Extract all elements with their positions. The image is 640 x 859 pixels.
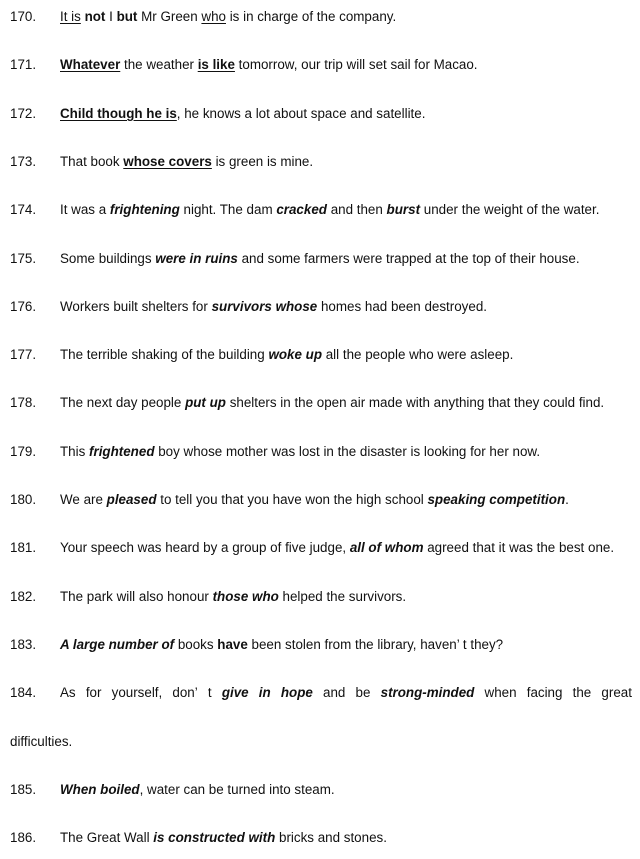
sentence-segment: . <box>565 492 569 507</box>
sentence-segment: shelters in the open air made with anything that they could find. <box>225 395 605 410</box>
item-number: 173. <box>10 154 37 169</box>
sentence-text <box>60 780 335 800</box>
highlighted-phrase: When boiled <box>60 782 140 797</box>
sentence-segment: Mr Green <box>137 9 202 24</box>
sentence-segment: Workers built shelters for <box>60 299 212 314</box>
sentence-segment: It was a <box>60 202 110 217</box>
highlighted-phrase: pleased <box>106 492 157 507</box>
document-line <box>0 249 640 269</box>
document-line <box>0 393 640 413</box>
sentence-segment: is in charge of the company. <box>225 9 397 24</box>
sentence-segment: The Great Wall <box>60 830 154 845</box>
highlighted-phrase: Child though he is <box>60 106 177 121</box>
sentence-text <box>60 587 406 607</box>
highlighted-phrase: cracked <box>276 202 327 217</box>
sentence-word: in <box>258 685 271 700</box>
sentence-segment: , he knows a lot about space and satellite. <box>176 106 426 121</box>
highlighted-phrase: speaking competition <box>427 492 566 507</box>
highlighted-phrase: but <box>116 9 138 24</box>
line-continuation: difficulties. <box>10 734 73 749</box>
highlighted-phrase: is constructed with <box>153 830 276 845</box>
sentence-segment: The terrible shaking of the building <box>60 347 269 362</box>
sentence-word: t <box>207 685 212 700</box>
item-number: 184. <box>10 685 37 700</box>
sentence-segment: the weather <box>120 57 198 72</box>
sentence-word: when <box>484 685 517 700</box>
highlighted-phrase: were in ruins <box>155 251 238 266</box>
item-number: 177. <box>10 347 37 362</box>
highlighted-phrase: is like <box>197 57 235 72</box>
sentence-word: yourself, <box>111 685 163 700</box>
sentence-segment: This <box>60 444 90 459</box>
sentence-segment: Your speech was heard by a group of five judge, <box>60 540 350 555</box>
sentence-word: and <box>323 685 346 700</box>
document-line <box>0 7 640 27</box>
document-line <box>0 538 640 558</box>
sentence-text <box>60 393 604 413</box>
highlighted-phrase: all of whom <box>349 540 424 555</box>
item-number: 183. <box>10 637 37 652</box>
item-number: 186. <box>10 830 37 845</box>
sentence-word: don’ <box>172 685 198 700</box>
highlighted-phrase: have <box>217 637 248 652</box>
highlighted-phrase: burst <box>386 202 421 217</box>
sentence-segment: been stolen from the library, haven’ t they? <box>247 637 504 652</box>
document-line <box>0 55 640 75</box>
sentence-segment: helped the survivors. <box>278 589 407 604</box>
sentence-word: great <box>601 685 632 700</box>
highlighted-phrase: A large number of <box>60 637 175 652</box>
document-line <box>0 780 640 800</box>
highlighted-phrase: frightened <box>89 444 155 459</box>
sentence-segment: , water can be turned into steam. <box>139 782 335 797</box>
sentence-text <box>60 200 599 220</box>
document-line <box>0 587 640 607</box>
document-line <box>0 442 640 462</box>
item-number: 174. <box>10 202 37 217</box>
sentence-word: facing <box>526 685 563 700</box>
sentence-segment: all the people who were asleep. <box>322 347 514 362</box>
document-line <box>0 297 640 317</box>
item-number: 185. <box>10 782 37 797</box>
highlighted-phrase: not <box>84 9 106 24</box>
sentence-text <box>60 538 614 558</box>
sentence-segment: and some farmers were trapped at the top of their house. <box>237 251 580 266</box>
sentence-text <box>60 683 632 703</box>
sentence-text <box>60 297 487 317</box>
sentence-segment: under the weight of the water. <box>420 202 600 217</box>
sentence-word: hope <box>280 685 313 700</box>
sentence-word: the <box>572 685 592 700</box>
sentence-segment: and then <box>326 202 387 217</box>
highlighted-phrase: whose covers <box>123 154 212 169</box>
sentence-segment: I <box>105 9 117 24</box>
sentence-segment: Some buildings <box>60 251 156 266</box>
document-line <box>0 828 640 848</box>
sentence-text <box>60 828 387 848</box>
sentence-segment: books <box>174 637 218 652</box>
sentence-word: strong-minded <box>380 685 475 700</box>
highlighted-phrase: frightening <box>109 202 180 217</box>
document-line <box>0 152 640 172</box>
item-number: 172. <box>10 106 37 121</box>
sentence-segment: That book <box>60 154 124 169</box>
item-number: 179. <box>10 444 37 459</box>
document-line <box>0 635 640 655</box>
item-number: 181. <box>10 540 37 555</box>
highlighted-phrase: who <box>201 9 226 24</box>
sentence-segment: The park will also honour <box>60 589 213 604</box>
sentence-segment: bricks and stones. <box>275 830 387 845</box>
highlighted-phrase: Whatever <box>60 57 121 72</box>
document-line <box>0 732 640 752</box>
sentence-text <box>60 442 540 462</box>
sentence-text <box>60 104 425 124</box>
sentence-text <box>60 7 396 27</box>
highlighted-phrase: It is <box>60 9 81 24</box>
sentence-segment: We are <box>60 492 107 507</box>
document-line <box>0 104 640 124</box>
highlighted-phrase: woke up <box>268 347 323 362</box>
highlighted-phrase: those who <box>212 589 279 604</box>
document-line <box>0 345 640 365</box>
sentence-text <box>60 635 503 655</box>
item-number: 176. <box>10 299 37 314</box>
sentence-word: for <box>85 685 102 700</box>
document-line <box>0 490 640 510</box>
item-number: 182. <box>10 589 37 604</box>
item-number: 170. <box>10 9 37 24</box>
item-number: 178. <box>10 395 37 410</box>
sentence-text <box>60 345 513 365</box>
document-line <box>0 200 640 220</box>
item-number: 175. <box>10 251 37 266</box>
sentence-word: give <box>221 685 249 700</box>
sentence-segment: is green is mine. <box>211 154 314 169</box>
sentence-segment: The next day people <box>60 395 186 410</box>
highlighted-phrase: survivors whose <box>211 299 318 314</box>
sentence-word: As <box>60 685 76 700</box>
sentence-segment: tomorrow, our trip will set sail for Macao. <box>234 57 478 72</box>
sentence-word: be <box>355 685 371 700</box>
sentence-text <box>60 490 569 510</box>
sentence-segment: agreed that it was the best one. <box>423 540 615 555</box>
sentence-segment: to tell you that you have won the high school <box>156 492 428 507</box>
item-number: 180. <box>10 492 37 507</box>
sentence-text <box>60 249 580 269</box>
sentence-segment: boy whose mother was lost in the disaster is looking for her now. <box>154 444 541 459</box>
sentence-segment: homes had been destroyed. <box>317 299 487 314</box>
sentence-text <box>60 152 313 172</box>
document-line <box>0 683 640 703</box>
sentence-text <box>60 55 478 75</box>
sentence-segment: night. The dam <box>179 202 277 217</box>
item-number: 171. <box>10 57 37 72</box>
highlighted-phrase: put up <box>185 395 226 410</box>
